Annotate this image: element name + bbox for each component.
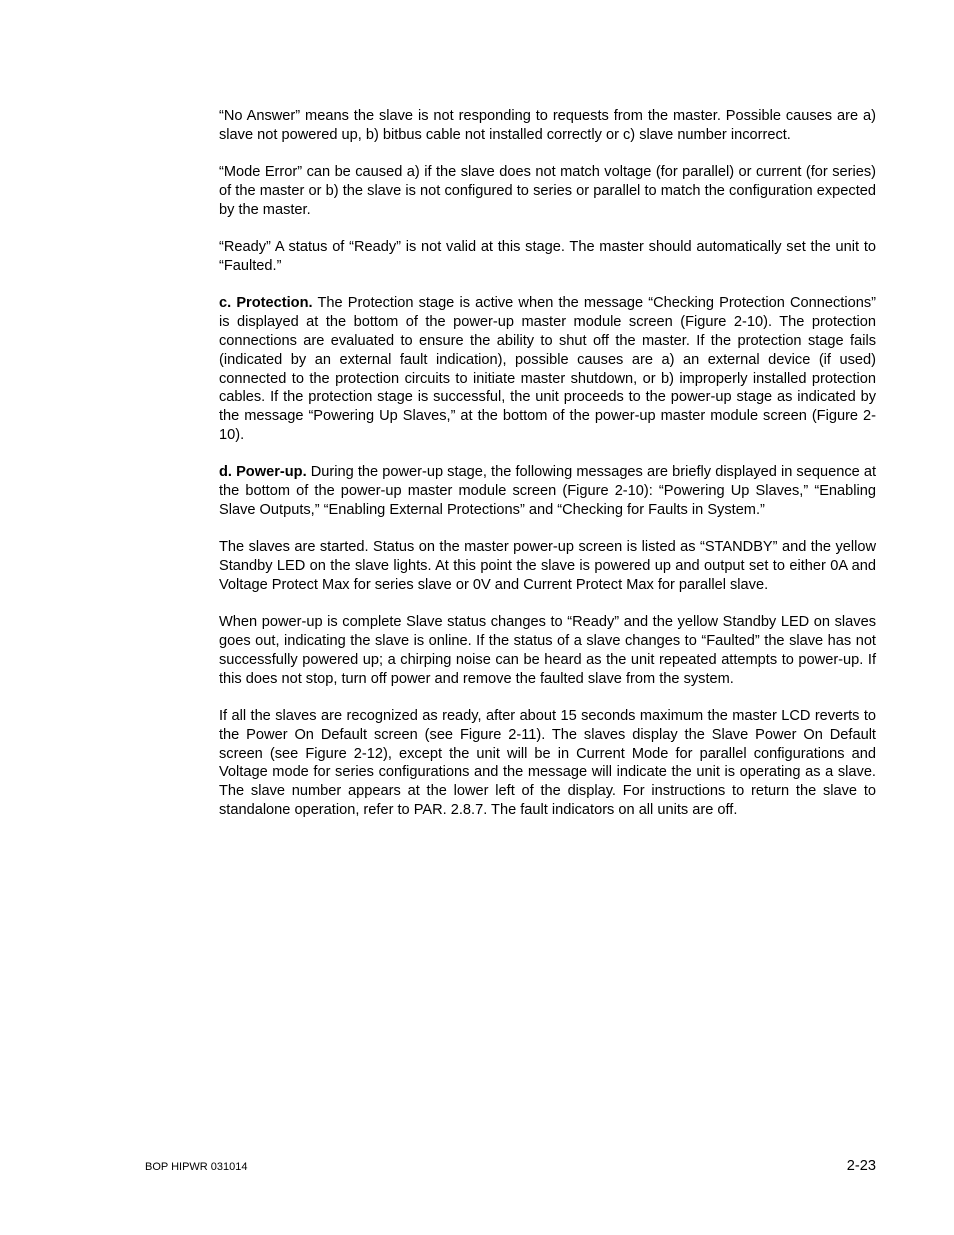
paragraph-text: The slaves are started. Status on the master power-up screen is listed as “STANDBY” and the yellow Standby LED on the slave lights. At this point the slave is powered up and output set to either 0A and Voltage Protect Max for series slave or 0V and Current Protect Max for parallel slave. (219, 539, 876, 593)
paragraph-heading: c. Protection. (219, 295, 313, 312)
paragraph-all-ready (219, 707, 876, 820)
paragraph-text: During the power-up stage, the following messages are briefly displayed in sequence at the bottom of the power-up master module screen (Figure 2-10): “Powering Up Slaves,” “Enabling Slave Outputs,” “Enabling External Protections” and “Checking for Faults in System.” (219, 464, 877, 518)
paragraph-text: “Mode Error” can be caused a) if the slave does not match voltage (for parallel) or current (for series) of the master or b) the slave is not configured to series or parallel to match the configuration expected by the master. (219, 164, 876, 218)
paragraph-text: The Protection stage is active when the message “Checking Protection Connections” is displayed at the bottom of the power-up master module screen (Figure 2-10). The protection connections are evaluated to ensure the ability to shut off the master. If the protection stage fails (indicated by an external fault indication), possible causes are a) an external device (if used) connected to the protection circuits to initiate master shutdown, or b) improperly installed protection cables. If the protection stage is successful, the unit proceeds to the power-up stage as indicated by the message “Powering Up Slaves,” at the bottom of the power-up master module screen (Figure 2-10). (219, 295, 876, 443)
paragraph-ready (219, 238, 876, 276)
paragraph-power-up-complete (219, 613, 876, 688)
paragraph-no-answer (219, 107, 876, 145)
footer-doc-id: BOP HIPWR 031014 (145, 1161, 248, 1173)
paragraph-power-up (219, 463, 876, 519)
paragraph-text: “No Answer” means the slave is not responding to requests from the master. Possible causes are a) slave not powered up, b) bitbus cable not installed correctly or c) slave number incorrect. (219, 108, 876, 143)
body-text (219, 107, 876, 838)
paragraph-text: If all the slaves are recognized as ready, after about 15 seconds maximum the master LCD reverts to the Power On Default screen (see Figure 2-11). The slaves display the Slave Power On Default screen (see Figure 2-12), except the unit will be in Current Mode for parallel configurations and Voltage mode for series configurations and the message will indicate the unit is operating as a slave. The slave number appears at the lower left of the display. For instructions to return the slave to standalone operation, refer to PAR. 2.8.7. The fault indicators on all units are off. (219, 708, 876, 819)
paragraph-mode-error (219, 163, 876, 219)
paragraph-protection (219, 294, 876, 444)
paragraph-text: “Ready” A status of “Ready” is not valid at this stage. The master should automatically set the unit to “Faulted.” (219, 239, 876, 274)
page-number: 2-23 (846, 1158, 876, 1174)
paragraph-slaves-started (219, 538, 876, 594)
paragraph-heading: d. Power-up. (219, 464, 307, 481)
paragraph-text: When power-up is complete Slave status changes to “Ready” and the yellow Standby LED on slaves goes out, indicating the slave is online. If the status of a slave changes to “Faulted” the slave has not successfully powered up; a chirping noise can be heard as the unit repeated attempts to power-up. If this does not stop, turn off power and remove the faulted slave from the system. (219, 614, 876, 687)
